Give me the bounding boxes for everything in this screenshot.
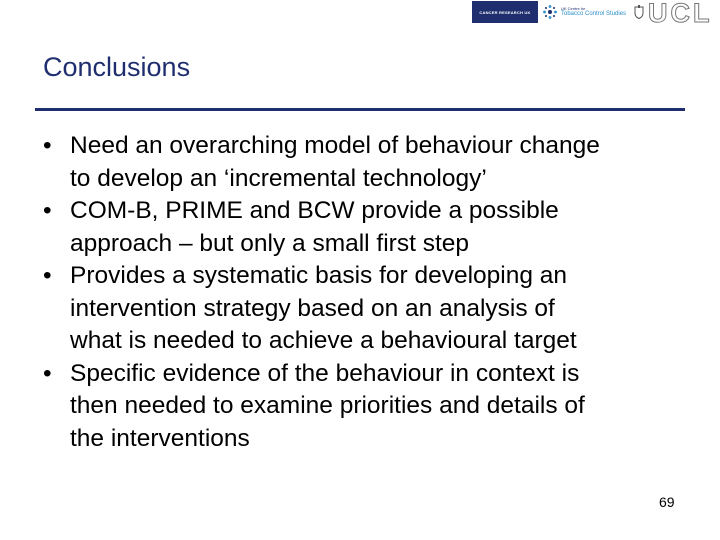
bullet-item: • Need an overarching model of behaviour change to develop an ‘incremental technology’ [43, 130, 703, 195]
bullet-item: • COM-B, PRIME and BCW provide a possible approach – but only a small first step [43, 195, 703, 260]
tobacco-logo-line2: Tobacco Control Studies [561, 11, 627, 17]
cancer-research-uk-logo [472, 1, 538, 23]
bullet-item: • Provides a systematic basis for developing an intervention strategy based on an analysis of what is needed to achieve a behavioural target [43, 260, 703, 358]
title-divider [35, 108, 685, 111]
bullet-item: • Specific evidence of the behaviour in context is then needed to examine priorities and details of the interventions [43, 358, 703, 456]
ucl-logo-text: UCL [648, 0, 713, 24]
tobacco-centre-star-icon [542, 4, 558, 20]
tobacco-logo-line1: UK Centre for [561, 6, 586, 11]
slide-title: Conclusions [43, 52, 191, 82]
ucl-logo [648, 0, 720, 24]
page-number: 69 [659, 494, 675, 510]
cancer-research-uk-logo-text: CANCER RESEARCH UK [479, 9, 531, 15]
ucl-crest-icon [634, 5, 644, 19]
tobacco-control-studies-text [561, 6, 626, 18]
header-logos [472, 0, 720, 24]
bullet-list [43, 130, 703, 455]
tobacco-control-studies-logo [542, 1, 626, 23]
